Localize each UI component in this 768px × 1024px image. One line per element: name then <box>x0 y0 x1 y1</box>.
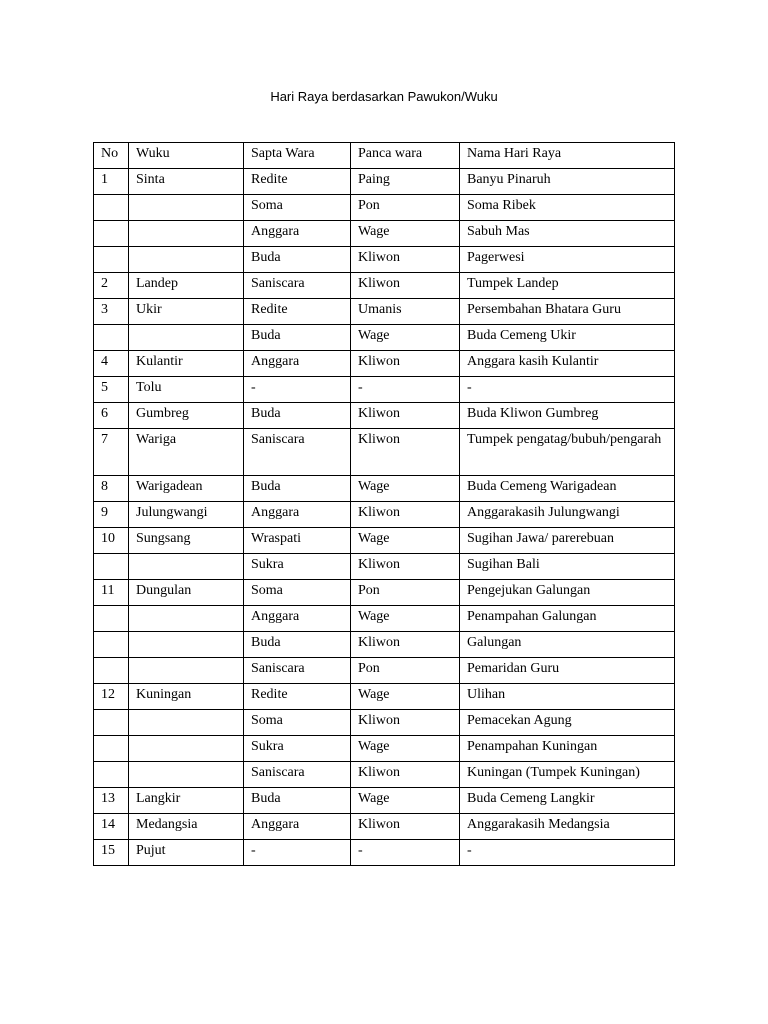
table-header-row <box>94 143 675 169</box>
cell-panca-wara: Pon <box>351 580 460 606</box>
cell-sapta-wara: - <box>244 377 351 403</box>
cell-nama-hari-raya: Galungan <box>460 632 675 658</box>
cell-no <box>94 554 129 580</box>
cell-no: 12 <box>94 684 129 710</box>
cell-wuku <box>129 247 244 273</box>
cell-panca-wara: - <box>351 377 460 403</box>
cell-no <box>94 606 129 632</box>
cell-panca-wara: Kliwon <box>351 814 460 840</box>
cell-wuku <box>129 606 244 632</box>
cell-sapta-wara: Anggara <box>244 814 351 840</box>
cell-nama-hari-raya: Persembahan Bhatara Guru <box>460 299 675 325</box>
cell-wuku <box>129 710 244 736</box>
cell-sapta-wara: Redite <box>244 684 351 710</box>
table-row <box>94 658 675 684</box>
cell-no: 5 <box>94 377 129 403</box>
cell-sapta-wara: Soma <box>244 710 351 736</box>
header-sapta-wara: Sapta Wara <box>244 143 351 169</box>
cell-wuku <box>129 554 244 580</box>
cell-nama-hari-raya: Sabuh Mas <box>460 221 675 247</box>
table-row <box>94 403 675 429</box>
cell-sapta-wara: Saniscara <box>244 429 351 476</box>
cell-no: 8 <box>94 476 129 502</box>
cell-wuku <box>129 195 244 221</box>
cell-wuku: Sungsang <box>129 528 244 554</box>
cell-panca-wara: Wage <box>351 606 460 632</box>
cell-nama-hari-raya: Pemacekan Agung <box>460 710 675 736</box>
cell-panca-wara: Wage <box>351 325 460 351</box>
table-row <box>94 169 675 195</box>
page-title: Hari Raya berdasarkan Pawukon/Wuku <box>270 89 498 104</box>
table-row <box>94 684 675 710</box>
cell-no: 13 <box>94 788 129 814</box>
cell-no <box>94 762 129 788</box>
cell-wuku <box>129 736 244 762</box>
cell-panca-wara: Kliwon <box>351 762 460 788</box>
cell-nama-hari-raya: - <box>460 377 675 403</box>
cell-nama-hari-raya: Pengejukan Galungan <box>460 580 675 606</box>
table-row <box>94 840 675 866</box>
header-panca-wara: Panca wara <box>351 143 460 169</box>
cell-panca-wara: Kliwon <box>351 247 460 273</box>
cell-wuku: Medangsia <box>129 814 244 840</box>
cell-sapta-wara: Soma <box>244 580 351 606</box>
cell-nama-hari-raya: Pagerwesi <box>460 247 675 273</box>
cell-nama-hari-raya: Buda Cemeng Langkir <box>460 788 675 814</box>
cell-sapta-wara: Soma <box>244 195 351 221</box>
cell-nama-hari-raya: Sugihan Jawa/ parerebuan <box>460 528 675 554</box>
cell-nama-hari-raya: Penampahan Kuningan <box>460 736 675 762</box>
cell-sapta-wara: Saniscara <box>244 273 351 299</box>
table-row <box>94 273 675 299</box>
cell-sapta-wara: Anggara <box>244 351 351 377</box>
table-row <box>94 429 675 476</box>
cell-no: 15 <box>94 840 129 866</box>
header-no: No <box>94 143 129 169</box>
cell-nama-hari-raya: Pemaridan Guru <box>460 658 675 684</box>
cell-nama-hari-raya: Anggara kasih Kulantir <box>460 351 675 377</box>
cell-panca-wara: Wage <box>351 528 460 554</box>
cell-no <box>94 658 129 684</box>
cell-wuku: Pujut <box>129 840 244 866</box>
cell-wuku: Langkir <box>129 788 244 814</box>
hari-raya-table <box>93 142 675 866</box>
header-nama-hari-raya: Nama Hari Raya <box>460 143 675 169</box>
cell-no <box>94 247 129 273</box>
table-row <box>94 710 675 736</box>
cell-wuku <box>129 762 244 788</box>
cell-no <box>94 736 129 762</box>
cell-panca-wara: Kliwon <box>351 502 460 528</box>
cell-no: 4 <box>94 351 129 377</box>
cell-wuku: Ukir <box>129 299 244 325</box>
cell-nama-hari-raya: Ulihan <box>460 684 675 710</box>
cell-panca-wara: Paing <box>351 169 460 195</box>
cell-wuku: Landep <box>129 273 244 299</box>
cell-panca-wara: Umanis <box>351 299 460 325</box>
cell-wuku: Julungwangi <box>129 502 244 528</box>
cell-nama-hari-raya: Tumpek Landep <box>460 273 675 299</box>
cell-panca-wara: Kliwon <box>351 273 460 299</box>
cell-no: 14 <box>94 814 129 840</box>
cell-panca-wara: Kliwon <box>351 554 460 580</box>
cell-nama-hari-raya: Buda Cemeng Warigadean <box>460 476 675 502</box>
cell-sapta-wara: Anggara <box>244 502 351 528</box>
cell-no: 1 <box>94 169 129 195</box>
table-row <box>94 247 675 273</box>
cell-wuku: Dungulan <box>129 580 244 606</box>
cell-no <box>94 221 129 247</box>
cell-sapta-wara: Anggara <box>244 606 351 632</box>
cell-no: 7 <box>94 429 129 476</box>
cell-wuku: Kuningan <box>129 684 244 710</box>
cell-sapta-wara: Wraspati <box>244 528 351 554</box>
cell-nama-hari-raya: Kuningan (Tumpek Kuningan) <box>460 762 675 788</box>
table-row <box>94 325 675 351</box>
cell-wuku <box>129 658 244 684</box>
cell-nama-hari-raya: Buda Cemeng Ukir <box>460 325 675 351</box>
cell-wuku: Gumbreg <box>129 403 244 429</box>
cell-no: 2 <box>94 273 129 299</box>
cell-nama-hari-raya: Sugihan Bali <box>460 554 675 580</box>
cell-panca-wara: Pon <box>351 658 460 684</box>
cell-sapta-wara: Redite <box>244 299 351 325</box>
cell-nama-hari-raya: Anggarakasih Julungwangi <box>460 502 675 528</box>
cell-nama-hari-raya: Buda Kliwon Gumbreg <box>460 403 675 429</box>
cell-sapta-wara: Redite <box>244 169 351 195</box>
table-row <box>94 554 675 580</box>
table-row <box>94 762 675 788</box>
table-row <box>94 377 675 403</box>
cell-no: 10 <box>94 528 129 554</box>
cell-panca-wara: Wage <box>351 476 460 502</box>
cell-panca-wara: Wage <box>351 221 460 247</box>
cell-panca-wara: Kliwon <box>351 351 460 377</box>
table-row <box>94 351 675 377</box>
table-body <box>94 169 675 866</box>
table-row <box>94 528 675 554</box>
cell-sapta-wara: Buda <box>244 325 351 351</box>
cell-no: 6 <box>94 403 129 429</box>
table-row <box>94 632 675 658</box>
cell-panca-wara: Kliwon <box>351 710 460 736</box>
cell-nama-hari-raya: Tumpek pengatag/bubuh/pengarah <box>460 429 675 476</box>
cell-sapta-wara: Buda <box>244 247 351 273</box>
cell-sapta-wara: Buda <box>244 788 351 814</box>
cell-sapta-wara: Anggara <box>244 221 351 247</box>
cell-nama-hari-raya: Anggarakasih Medangsia <box>460 814 675 840</box>
cell-sapta-wara: Saniscara <box>244 658 351 684</box>
cell-panca-wara: Wage <box>351 684 460 710</box>
cell-no: 9 <box>94 502 129 528</box>
table-row <box>94 814 675 840</box>
cell-wuku: Sinta <box>129 169 244 195</box>
cell-nama-hari-raya: Banyu Pinaruh <box>460 169 675 195</box>
table-row <box>94 476 675 502</box>
cell-panca-wara: - <box>351 840 460 866</box>
table-row <box>94 606 675 632</box>
table-row <box>94 502 675 528</box>
table-row <box>94 195 675 221</box>
cell-no: 3 <box>94 299 129 325</box>
cell-sapta-wara: Sukra <box>244 736 351 762</box>
cell-no <box>94 710 129 736</box>
cell-wuku: Kulantir <box>129 351 244 377</box>
cell-wuku: Wariga <box>129 429 244 476</box>
cell-panca-wara: Pon <box>351 195 460 221</box>
cell-wuku: Tolu <box>129 377 244 403</box>
cell-no <box>94 325 129 351</box>
header-wuku: Wuku <box>129 143 244 169</box>
cell-no <box>94 195 129 221</box>
cell-sapta-wara: - <box>244 840 351 866</box>
cell-wuku: Warigadean <box>129 476 244 502</box>
cell-panca-wara: Kliwon <box>351 429 460 476</box>
cell-panca-wara: Kliwon <box>351 403 460 429</box>
cell-nama-hari-raya: Soma Ribek <box>460 195 675 221</box>
cell-nama-hari-raya: Penampahan Galungan <box>460 606 675 632</box>
table-row <box>94 299 675 325</box>
cell-sapta-wara: Buda <box>244 403 351 429</box>
table-row <box>94 221 675 247</box>
cell-panca-wara: Kliwon <box>351 632 460 658</box>
cell-sapta-wara: Buda <box>244 476 351 502</box>
table-row <box>94 788 675 814</box>
table-row <box>94 736 675 762</box>
cell-wuku <box>129 632 244 658</box>
cell-panca-wara: Wage <box>351 788 460 814</box>
cell-sapta-wara: Saniscara <box>244 762 351 788</box>
cell-no: 11 <box>94 580 129 606</box>
cell-sapta-wara: Sukra <box>244 554 351 580</box>
cell-wuku <box>129 325 244 351</box>
cell-sapta-wara: Buda <box>244 632 351 658</box>
cell-no <box>94 632 129 658</box>
cell-nama-hari-raya: - <box>460 840 675 866</box>
table-row <box>94 580 675 606</box>
cell-wuku <box>129 221 244 247</box>
cell-panca-wara: Wage <box>351 736 460 762</box>
